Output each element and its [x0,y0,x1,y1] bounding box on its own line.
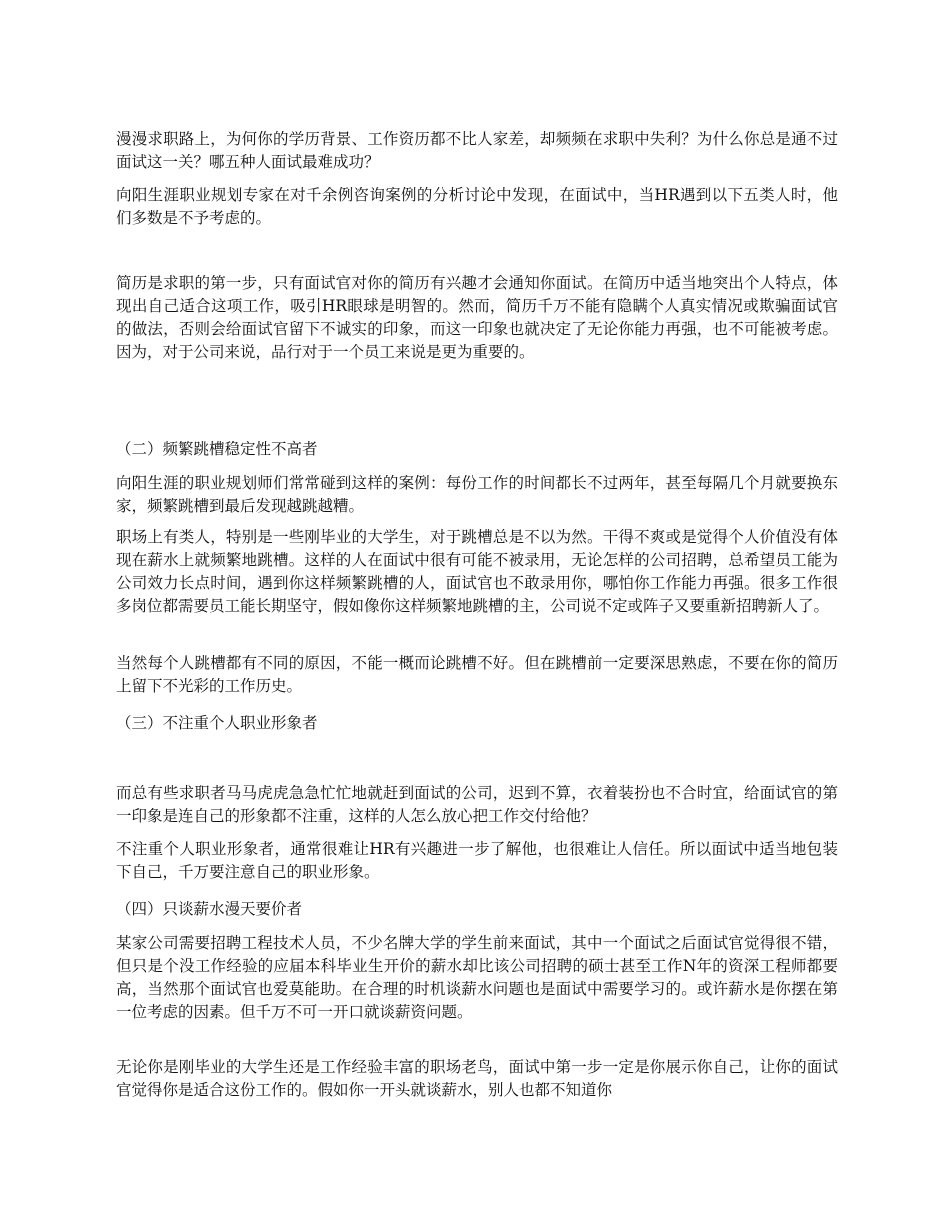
image-advice-paragraph: 不注重个人职业形象者，通常很难让HR有兴趣进一步了解他，也很难让人信任。所以面试中适当地包装下自己，千万要注意自己的职业形象。 [116,840,838,881]
salary-case-paragraph: 某家公司需要招聘工程技术人员，不少名牌大学的学生前来面试，其中一个面试之后面试官觉得很不错，但只是个没工作经验的应届本科毕业生开价的薪水却比该公司招聘的硕士甚至工作N年的资深工程师都要高，当然那个面试官也爱莫能助。在合理的时机谈薪水问题也是面试中需要学习的。或许薪水是你摆在第一位考虑的因素。但千万不可一开口就谈薪资问题。 [116,934,838,1021]
section-heading-job-hopping: （二）频繁跳槽稳定性不高者 [116,440,318,458]
section-heading-professional-image: （三）不注重个人职业形象者 [116,714,318,732]
job-hopping-case-paragraph: 向阳生涯的职业规划师们常常碰到这样的案例：每份工作的时间都长不过两年，甚至每隔几个月就要换东家，频繁跳槽到最后发现越跳越糟。 [116,474,838,515]
intro-paragraph: 漫漫求职路上，为何你的学历背景、工作资历都不比人家差，却频频在求职中失利？为什么你总是通不过面试这一关？哪五种人面试最难成功？ [116,130,838,171]
salary-advice-paragraph: 无论你是刚毕业的大学生还是工作经验丰富的职场老鸟，面试中第一步一定是你展示你自己，让你的面试官觉得你是适合这份工作的。假如你一开头就谈薪水，别人也都不知道你 [116,1058,838,1099]
resume-paragraph: 简历是求职的第一步，只有面试官对你的简历有兴趣才会通知你面试。在简历中适当地突出个人特点，体现出自己适合这项工作，吸引HR眼球是明智的。然而，简历千万不能有隐瞒个人真实情况或欺骗面试官的做法，否则会给面试官留下不诚实的印象，而这一印象也就决定了无论你能力再强，也不可能被考虑。因为，对于公司来说，品行对于一个员工来说是更为重要的。 [116,274,838,361]
section-heading-salary: （四）只谈薪水漫天要价者 [116,900,303,918]
image-case-paragraph: 而总有些求职者马马虎虎急急忙忙地就赶到面试的公司，迟到不算，衣着装扮也不合时宜，给面试官的第一印象是连自己的形象都不注重，这样的人怎么放心把工作交付给他？ [116,784,838,825]
job-hopping-advice-paragraph: 当然每个人跳槽都有不同的原因，不能一概而论跳槽不好。但在跳槽前一定要深思熟虑，不要在你的简历上留下不光彩的工作历史。 [116,654,838,695]
expert-finding-paragraph: 向阳生涯职业规划专家在对千余例咨询案例的分析讨论中发现，在面试中，当HR遇到以下五类人时，他们多数是不予考虑的。 [116,186,838,227]
job-hopping-detail-paragraph: 职场上有类人，特别是一些刚毕业的大学生，对于跳槽总是不以为然。干得不爽或是觉得个人价值没有体现在薪水上就频繁地跳槽。这样的人在面试中很有可能不被录用，无论怎样的公司招聘，总希望员工能为公司效力长点时间，遇到你这样频繁跳槽的人，面试官也不敢录用你，哪怕你工作能力再强。很多工作很多岗位都需要员工能长期坚守，假如像你这样频繁地跳槽的主，公司说不定或阵子又要重新招聘新人了。 [116,528,838,615]
